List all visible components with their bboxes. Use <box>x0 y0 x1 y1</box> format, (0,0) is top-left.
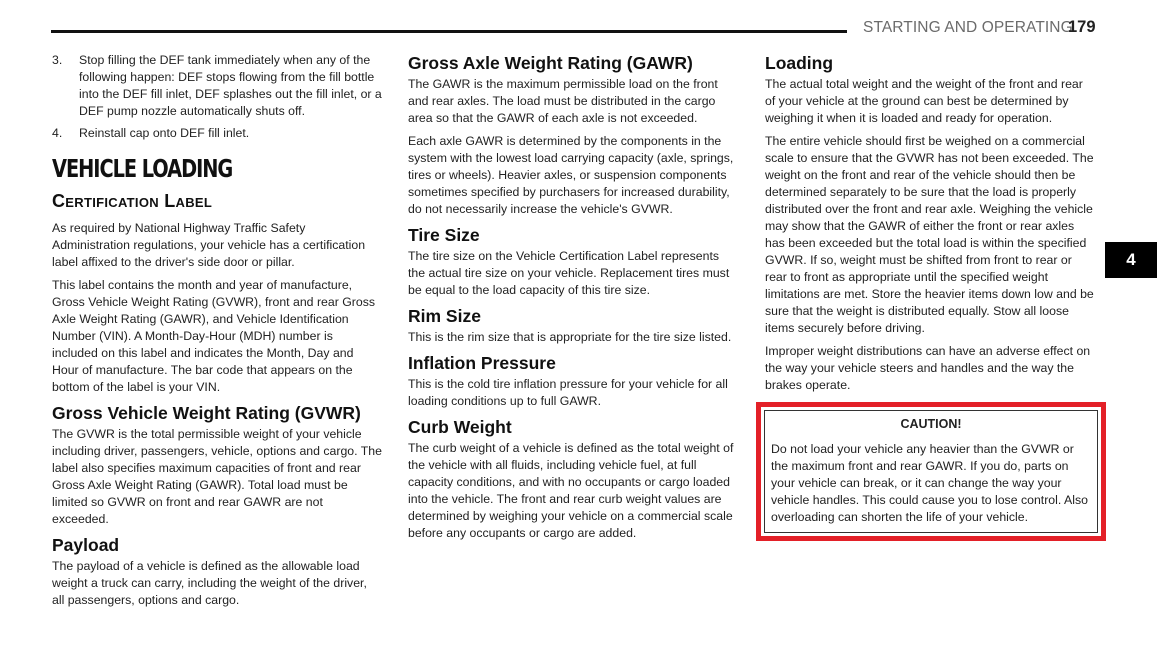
step-text: Reinstall cap onto DEF fill inlet. <box>79 126 250 140</box>
page-number: 179 <box>1068 18 1096 36</box>
list-item <box>52 125 382 142</box>
loading-paragraph-2: The entire vehicle should first be weighed on a commercial scale to ensure that the GVWR has not been exceeded. The weight on the front and rear of the vehicle should then be determined separately to be sure that the load is properly distributed over the front and rear axle. Weighing the vehicle may show that the GAWR of either the front or rear axles has been exceeded but the total load is within the specified GVWR. If so, weight must be shifted from front to rear or rear to front as appropriate until the specified weight limitations are met. Store the heavier items down low and be sure that the weight is distributed equally. Stow all loose items securely before driving. <box>765 134 1094 335</box>
step-number: 4. <box>52 126 63 140</box>
curb-weight-heading: Curb Weight <box>408 417 512 437</box>
tire-size-paragraph: The tire size on the Vehicle Certification Label represents the actual tire size on your vehicle. Replacement tires must be equal to the load capacity of this tire size. <box>408 249 730 297</box>
payload-paragraph: The payload of a vehicle is defined as the allowable load weight a truck can carry, including the weight of the driver, all passengers, options and cargo. <box>52 559 367 607</box>
rim-size-heading: Rim Size <box>408 306 481 326</box>
column-3 <box>765 52 1095 541</box>
column-1 <box>52 52 382 615</box>
loading-paragraph-3: Improper weight distributions can have an adverse effect on the way your vehicle steers and handles and the way the brakes operate. <box>765 344 1091 392</box>
gawr-paragraph-1: The GAWR is the maximum permissible load on the front and rear axles. The load must be distributed in the cargo area so that the GAWR of each axle is not exceeded. <box>408 77 718 125</box>
inflation-pressure-heading: Inflation Pressure <box>408 353 556 373</box>
column-2 <box>408 52 738 548</box>
list-item <box>52 52 382 120</box>
caution-inner-frame <box>764 410 1098 533</box>
step-number: 3. <box>52 53 63 67</box>
gawr-paragraph-2: Each axle GAWR is determined by the components in the system with the lowest load carrying capacity (axle, springs, tires or wheels). Heavier axles, or suspension components sometimes specified by purchasers for increased durability, do not necessarily increase the vehicle's GVWR. <box>408 134 734 216</box>
tire-size-heading: Tire Size <box>408 225 480 245</box>
rim-size-paragraph: This is the rim size that is appropriate for the tire size listed. <box>408 330 732 344</box>
loading-heading: Loading <box>765 53 834 73</box>
loading-paragraph-1: The actual total weight and the weight of the front and rear of your vehicle at the ground can best be determined by weighing it when it is loaded and ready for operation. <box>765 77 1083 125</box>
curb-weight-paragraph: The curb weight of a vehicle is defined as the total weight of the vehicle with all fluids, including vehicle fuel, at full capacity conditions, and with no occupants or cargo loaded into the vehicle. The front and rear curb weight values are determined by weighing your vehicle on a commercial scale before any occupants or cargo are added. <box>408 441 734 540</box>
vehicle-loading-heading: VEHICLE LOADING <box>52 154 233 183</box>
caution-title: CAUTION! <box>900 417 962 431</box>
chapter-tab: 4 <box>1105 242 1157 278</box>
step-text: Stop filling the DEF tank immediately when any of the following happen: DEF stops flowing from the fill bottle into the DEF fill inlet, DEF splashes out the fill inlet, or a DEF pump nozzle automatically shuts off. <box>79 53 382 118</box>
certification-paragraph-2: This label contains the month and year of manufacture, Gross Vehicle Weight Rating (GVWR), front and rear Gross Axle Weight Rating (GAWR), and Vehicle Identification Number (VIN). A Month-Day-Hour (MDH) number is included on this label and indicates the Month, Day and Hour of manufacture. The bar code that appears on the bottom of the label is your VIN. <box>52 278 376 394</box>
header-section-title: STARTING AND OPERATING <box>863 19 1073 36</box>
certification-paragraph-1: As required by National Highway Traffic Safety Administration regulations, your vehicle has a certification label affixed to the driver's side door or pillar. <box>52 221 366 269</box>
caution-box <box>756 402 1106 541</box>
header-rule <box>51 30 847 33</box>
certification-label-heading: Certification Label <box>52 191 213 211</box>
inflation-pressure-paragraph: This is the cold tire inflation pressure for your vehicle for all loading conditions up to full GAWR. <box>408 377 728 408</box>
gvwr-paragraph: The GVWR is the total permissible weight of your vehicle including driver, passengers, vehicle, options and cargo. The label also specifies maximum capacities of front and rear Gross Axle Weight Rating (GAWR). Total load must be limited so GVWR on front and rear GAWR are not exceeded. <box>52 427 382 526</box>
gvwr-heading: Gross Vehicle Weight Rating (GVWR) <box>52 403 361 423</box>
payload-heading: Payload <box>52 535 120 555</box>
step-list <box>52 52 382 142</box>
caution-text: Do not load your vehicle any heavier than the GVWR or the maximum front and rear GAWR. If you do, parts on your vehicle can break, or it can change the way your vehicle handles. This could cause you to lose control. Also overloading can shorten the life of your vehicle. <box>771 442 1088 524</box>
gawr-heading: Gross Axle Weight Rating (GAWR) <box>408 53 693 73</box>
